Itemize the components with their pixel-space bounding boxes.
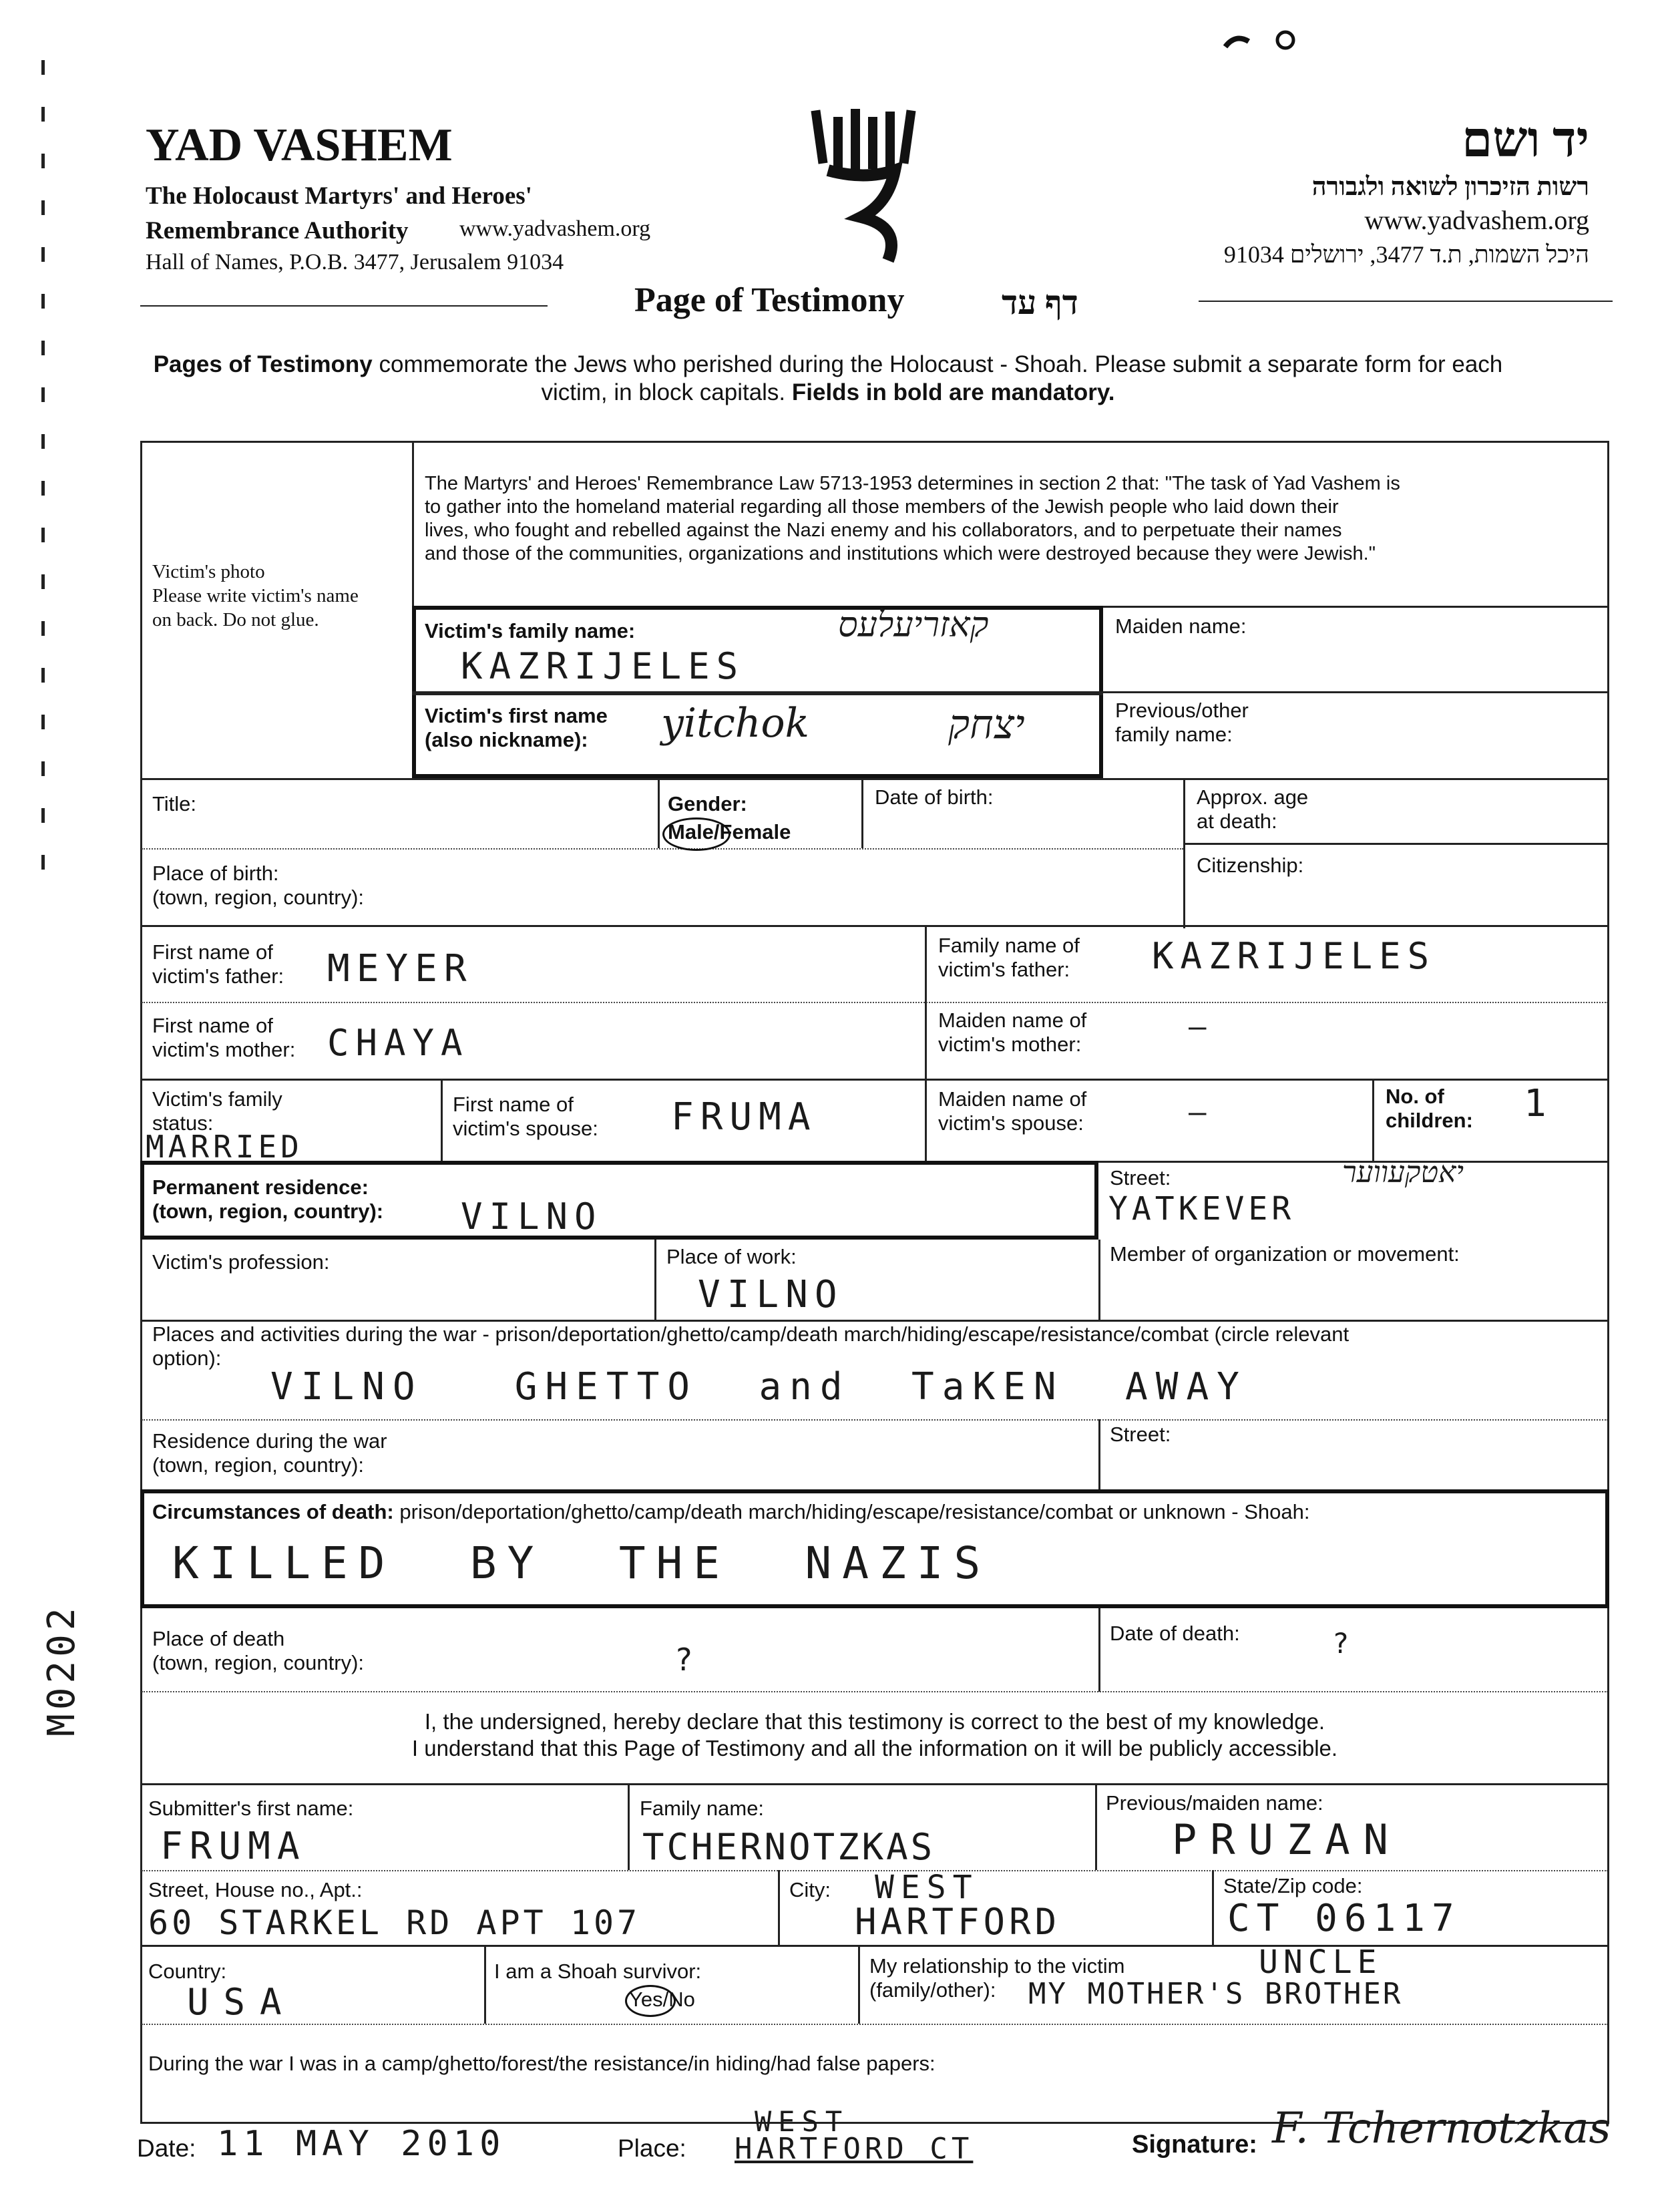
spouse-maiden-label	[938, 1087, 1086, 1135]
declaration-line-2: I understand that this Page of Testimony and all the information on it will be publicly accessible.	[411, 1736, 1338, 1761]
sub-prev-label: Previous/maiden name:	[1106, 1791, 1323, 1815]
law-line-4: and those of the communities, organizations and institutions which were destroyed because they were Jewish."	[425, 543, 1376, 564]
sub-street-value[interactable]: 60 STARKEL RD APT 107	[148, 1903, 641, 1942]
form-title: Page of Testimony	[634, 281, 905, 319]
top-scribble-mark	[1222, 27, 1302, 53]
title-label: Title:	[152, 792, 197, 815]
maiden-top	[1103, 606, 1609, 608]
male-circle-mark	[662, 817, 731, 851]
mother-first-label	[152, 1014, 295, 1062]
place-label: Place:	[618, 2135, 686, 2162]
street-hebrew-value[interactable]: יאטקעווער	[1342, 1155, 1464, 1189]
sub-first-label: Submitter's first name:	[148, 1797, 354, 1820]
sub-family-label: Family name:	[640, 1797, 765, 1820]
title-gender-div	[658, 778, 660, 848]
circumstances-label	[152, 1500, 1309, 1524]
first-name-label-1: Victim's first name	[425, 704, 608, 727]
spouse-first-value[interactable]: FRUMA	[671, 1095, 817, 1139]
sub-first-value[interactable]: FRUMA	[160, 1825, 306, 1868]
intro-text-2: victim, in block capitals.	[541, 379, 792, 405]
residence-label-2: (town, region, country):	[152, 1200, 384, 1223]
sub-state-label: State/Zip code:	[1223, 1874, 1363, 1897]
photo-box-text	[152, 560, 359, 632]
first-name-hebrew-value[interactable]: יצחק	[948, 701, 1025, 748]
sub-state-value[interactable]: CT 06117	[1227, 1897, 1461, 1940]
gender-dob-div	[861, 778, 863, 848]
age-bottom	[1183, 843, 1609, 845]
city-state-div	[1212, 1870, 1214, 1945]
sub-street-label: Street, House no., Apt.:	[148, 1878, 363, 1901]
father-family-value[interactable]: KAZRIJELES	[1152, 935, 1436, 977]
spouse-maiden-div	[925, 1079, 927, 1162]
age-label	[1197, 785, 1308, 834]
spouse-maiden-label-1: Maiden name of	[938, 1087, 1087, 1111]
mother-first-value[interactable]: CHAYA	[327, 1022, 469, 1064]
place-value-2[interactable]: HARTFORD CT	[735, 2132, 974, 2166]
yad-vashem-logo-icon	[808, 104, 921, 264]
places-war-value[interactable]: VILNO GHETTO and TaKEN AWAY	[270, 1365, 1247, 1409]
prof-work-div	[654, 1240, 656, 1320]
hebrew-org-subtitle: רשות הזיכרון לשואה ולגבורה	[1311, 173, 1589, 201]
age-label-1: Approx. age	[1197, 785, 1309, 809]
pob-label-1: Place of birth:	[152, 862, 279, 885]
sub-survivor-label: I am a Shoah survivor:	[494, 1960, 702, 1983]
maiden-bottom	[1103, 691, 1609, 693]
pod-dots	[142, 1691, 1608, 1692]
places-war-label	[152, 1322, 1349, 1370]
places-war-label-1: Places and activities during the war - prison/deportation/ghetto/camp/death march/hiding/escape/resistance/combat (circle relevant	[152, 1322, 1350, 1346]
name-box-divider	[412, 691, 1103, 695]
yes-circle-mark	[625, 1985, 676, 2017]
date-value[interactable]: 11 MAY 2010	[217, 2124, 506, 2164]
family-status-value[interactable]: MARRIED	[146, 1129, 303, 1165]
prev-family-label-1: Previous/other	[1115, 699, 1249, 722]
spouse-first-label	[453, 1093, 598, 1141]
children-label-2: children:	[1386, 1109, 1473, 1132]
sub-family-value[interactable]: TCHERNOTZKAS	[642, 1826, 936, 1868]
father-first-value[interactable]: MEYER	[327, 947, 473, 990]
country-dots	[142, 2024, 1608, 2025]
street-war-label: Street:	[1110, 1423, 1171, 1446]
hebrew-address: היכל השמות, ת.ד 3477, ירושלים 91034	[1223, 241, 1589, 268]
mother-maiden-label-1: Maiden name of	[938, 1008, 1087, 1032]
children-label-1: No. of	[1386, 1085, 1444, 1108]
circumstances-label-rest: prison/deportation/ghetto/camp/death march/hiding/escape/resistance/combat or unknown - Shoah:	[393, 1500, 1310, 1523]
law-line-1: The Martyrs' and Heroes' Remembrance Law 5713-1953 determines in section 2 that: "The task of Yad Vashem is	[425, 473, 1400, 494]
date-death-label: Date of death:	[1110, 1622, 1240, 1645]
form-title-hebrew: דף עד	[1002, 284, 1078, 321]
father-family-label-2: victim's father:	[938, 958, 1070, 981]
dob-label: Date of birth:	[875, 785, 994, 809]
law-text	[425, 472, 1400, 566]
during-war-label: During the war I was in a camp/ghetto/forest/the resistance/in hiding/had false papers:	[148, 2052, 936, 2075]
spouse-first-label-2: victim's spouse:	[453, 1117, 598, 1140]
place-death-label-1: Place of death	[152, 1627, 285, 1650]
mother-maiden-label-2: victim's mother:	[938, 1033, 1082, 1056]
residence-value[interactable]: VILNO	[461, 1195, 603, 1238]
date-label: Date:	[137, 2135, 196, 2162]
sub-rel-value-1[interactable]: UNCLE	[1259, 1944, 1382, 1981]
sub-city-value-2[interactable]: HARTFORD	[855, 1901, 1061, 1943]
org-address: Hall of Names, P.O.B. 3477, Jerusalem 91034	[146, 250, 564, 274]
header-rule-right	[1199, 301, 1613, 302]
mother-maiden-value[interactable]: —	[1189, 1010, 1213, 1044]
mother-first-label-2: victim's mother:	[152, 1038, 296, 1061]
dob-age-div	[1183, 778, 1185, 928]
circumstances-label-bold: Circumstances of death:	[152, 1500, 394, 1523]
pob-label-2: (town, region, country):	[152, 886, 365, 909]
row-family-top	[140, 1079, 1609, 1081]
sub-rel-value-2[interactable]: MY MOTHER'S BROTHER	[1028, 1977, 1403, 2011]
first-name-label-2: (also nickname):	[425, 728, 588, 751]
spouse-first-label-1: First name of	[453, 1093, 574, 1116]
row-country-top	[140, 1945, 1609, 1947]
row-submitter-top	[140, 1783, 1609, 1785]
intro-text	[0, 351, 1656, 407]
residence-label-1: Permanent residence:	[152, 1175, 369, 1199]
mother-first-label-1: First name of	[152, 1014, 273, 1037]
street-value[interactable]: YATKEVER	[1108, 1190, 1295, 1228]
gender-female[interactable]: /Female	[713, 820, 791, 844]
sub-first-family-div	[628, 1783, 630, 1870]
photo-text-3: on back. Do not glue.	[152, 609, 319, 630]
places-dots	[142, 1419, 1608, 1421]
residence-war-label-2: (town, region, country):	[152, 1453, 365, 1477]
gender-male[interactable]: Male	[668, 820, 714, 844]
father-family-label-1: Family name of	[938, 934, 1080, 957]
family-status-label-2: status:	[152, 1111, 214, 1135]
declaration	[140, 1708, 1609, 1762]
signature-label: Signature:	[1132, 2131, 1257, 2159]
profession-label: Victim's profession:	[152, 1250, 330, 1274]
hebrew-org-name: יד ושם	[1462, 113, 1589, 168]
status-spouse-div	[441, 1079, 443, 1162]
mother-maiden-label	[938, 1008, 1086, 1057]
sub-city-value-1[interactable]: WEST	[875, 1869, 979, 1906]
father-first-label	[152, 940, 284, 988]
photo-text-2: Please write victim's name	[152, 585, 359, 606]
sub-prev-value[interactable]: PRUZAN	[1172, 1815, 1402, 1864]
law-line-2: to gather into the homeland material regarding all those members of the Jewish people who laid down their	[425, 496, 1339, 518]
place-death-value[interactable]: ?	[674, 1642, 700, 1678]
place-death-label-2: (town, region, country):	[152, 1651, 365, 1674]
spouse-maiden-value[interactable]: —	[1189, 1095, 1213, 1129]
residence-war-label-1: Residence during the war	[152, 1429, 387, 1453]
sub-survivor-no[interactable]: /No	[662, 1988, 695, 2011]
citizenship-label: Citizenship:	[1197, 854, 1304, 877]
sub-rel-label-2: (family/other):	[869, 1978, 996, 2002]
sub-city-label: City:	[789, 1878, 831, 1901]
sub-country-value[interactable]: USA	[187, 1981, 296, 2023]
hebrew-website: www.yadvashem.org	[1364, 205, 1589, 235]
country-survivor-div	[484, 1945, 486, 2024]
intro-bold-2: Fields in bold are mandatory.	[791, 379, 1115, 405]
title-dots	[142, 848, 1183, 850]
family-name-value[interactable]: KAZRIJELES	[461, 645, 745, 687]
law-line-3: lives, who fought and rebelled against the Nazi enemy and his collaborators, and to perpetuate their names	[425, 520, 1342, 541]
first-name-value[interactable]: yitchok	[661, 700, 809, 747]
intro-text-1: commemorate the Jews who perished during the Holocaust - Shoah. Please submit a separate form for each	[372, 351, 1503, 377]
member-org-label: Member of organization or movement:	[1110, 1242, 1460, 1266]
residence-label	[152, 1175, 383, 1224]
residence-war-label	[152, 1429, 387, 1477]
survivor-rel-div	[858, 1945, 860, 2024]
gender-label: Gender:	[668, 792, 747, 815]
family-name-hebrew-value[interactable]: קאזריעלעס	[838, 605, 989, 645]
maiden-children-div	[1372, 1079, 1374, 1162]
margin-note: M0202	[40, 1604, 83, 1736]
org-website: www.yadvashem.org	[459, 216, 651, 241]
sub-family-prev-div	[1095, 1783, 1097, 1870]
org-subtitle-2: Remembrance Authority	[146, 217, 409, 244]
maiden-name-label: Maiden name:	[1115, 614, 1247, 638]
sub-country-label: Country:	[148, 1960, 227, 1983]
spouse-maiden-label-2: victim's spouse:	[938, 1111, 1084, 1135]
children-label	[1386, 1085, 1473, 1133]
place-of-work-label: Place of work:	[666, 1245, 797, 1268]
pod-dod-div	[1098, 1608, 1100, 1692]
header-rule-left	[140, 305, 548, 307]
pob-label	[152, 862, 364, 910]
row-parents-top	[140, 925, 1609, 927]
sub-survivor-yes[interactable]: Yes	[629, 1988, 663, 2011]
street-label: Street:	[1110, 1166, 1171, 1189]
sub-rel-label-1: My relationship to the victim	[869, 1954, 1125, 1978]
declaration-line-1: I, the undersigned, hereby declare that this testimony is correct to the best of my knowledge.	[424, 1709, 1325, 1734]
work-org-div	[1098, 1240, 1100, 1320]
row-title-top	[140, 778, 1609, 780]
father-dots	[142, 1002, 1608, 1003]
signature-value[interactable]: F. Tchernotzkas	[1272, 2104, 1611, 2153]
prev-family-label	[1115, 699, 1249, 747]
father-first-label-1: First name of	[152, 940, 273, 964]
place-death-label	[152, 1627, 364, 1675]
reswar-street-div	[1098, 1419, 1100, 1493]
place-of-work-value[interactable]: VILNO	[698, 1273, 844, 1316]
row-places-top	[140, 1320, 1609, 1322]
street-city-div	[778, 1870, 780, 1945]
age-label-2: at death:	[1197, 809, 1277, 833]
circumstances-value[interactable]: KILLED BY THE NAZIS	[172, 1537, 992, 1589]
date-death-value[interactable]: ?	[1332, 1627, 1356, 1660]
family-name-label: Victim's family name:	[425, 619, 636, 642]
father-family-label	[938, 934, 1080, 982]
org-subtitle-1: The Holocaust Martyrs' and Heroes'	[146, 182, 532, 210]
family-status-label-1: Victim's family	[152, 1087, 282, 1111]
intro-bold-1: Pages of Testimony	[153, 351, 373, 377]
place-value-1[interactable]: WEST	[755, 2105, 849, 2138]
places-war-label-2: option):	[152, 1346, 222, 1370]
father-first-label-2: victim's father:	[152, 964, 284, 988]
children-value[interactable]: 1	[1524, 1082, 1553, 1125]
photo-text-1: Victim's photo	[152, 561, 265, 582]
first-name-label	[425, 704, 608, 752]
prev-family-label-2: family name:	[1115, 723, 1233, 746]
org-name: YAD VASHEM	[146, 120, 453, 171]
